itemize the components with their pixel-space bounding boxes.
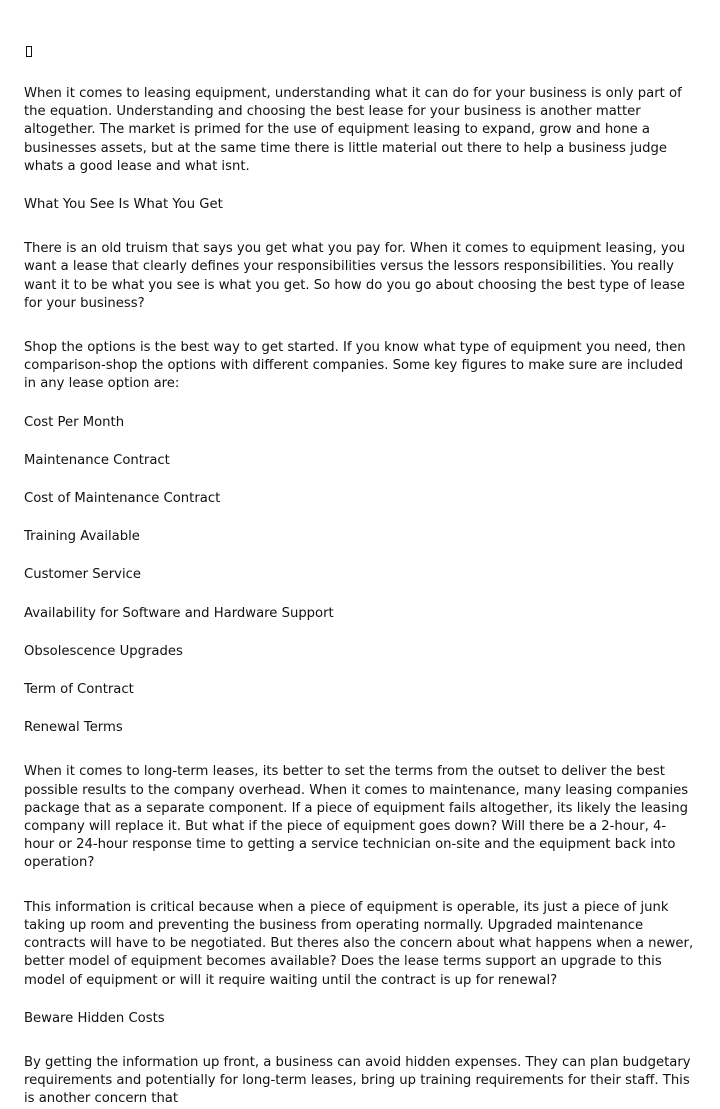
list-item: Cost of Maintenance Contract: [24, 491, 221, 507]
shop-options-paragraph: Shop the options is the best way to get started. If you know what type of equipment you need, then comparison-shop the options with different companies. Some key figures to make sure are included in any lease option are:: [24, 340, 686, 392]
list-item: Training Available: [24, 529, 140, 545]
list-item: Cost Per Month: [24, 414, 125, 430]
critical-information-paragraph: This information is critical because when a piece of equipment is operable, its just a piece of junk taking up room and preventing the business from operating normally. Upgraded maintenance contracts will have to be negotiated. But theres also the concern about what happens when a newer, better model of equipment becomes available? Does the lease terms support an upgrade to this model of equipment or will it require waiting until the contract is up for renewal?: [24, 899, 694, 988]
intro-paragraph: When it comes to leasing equipment, understanding what it can do for your business is only part of the equation. Understanding and choosing the best lease for your business is another matter altogether. The market is primed for the use of equipment leasing to expand, grow and hone a businesses assets, but at the same time there is little material out there to help a business judge whats a good lease and what isnt.: [24, 86, 682, 174]
list-item: Availability for Software and Hardware Support: [24, 605, 334, 621]
list-item: Term of Contract: [24, 682, 134, 698]
section-heading-what-you-see: What You See Is What You Get: [24, 197, 223, 213]
list-item: Renewal Terms: [24, 720, 123, 736]
truism-paragraph: There is an old truism that says you get what you pay for. When it comes to equipment leasing, you want a lease that clearly defines your responsibilities versus the lessors responsibilities. You really want it to be what you see is what you get. So how do you go about choosing the best type of lease for your business?: [24, 241, 686, 311]
list-item: Maintenance Contract: [24, 452, 170, 468]
list-item: Customer Service: [24, 567, 141, 583]
hidden-expenses-paragraph: By getting the information up front, a business can avoid hidden expenses. They can plan budgetary requirements and potentially for long-term leases, bring up training requirements for their staff. This is another concern that: [24, 1054, 691, 1107]
missing-glyph-icon: [24, 42, 696, 61]
list-item: Obsolescence Upgrades: [24, 643, 183, 659]
glyph-box: [26, 46, 32, 57]
section-heading-hidden-costs: Beware Hidden Costs: [24, 1010, 165, 1026]
long-term-leases-paragraph: When it comes to long-term leases, its better to set the terms from the outset to deliver the best possible results to the company overhead. When it comes to maintenance, many leasing companies package that as a separate component. If a piece of equipment fails altogether, its likely the leasing company will replace it. But what if the piece of equipment goes down? Will there be a 2-hour, 4-hour or 24-hour response time to getting a service technician on-site and the equipment back into operation?: [24, 764, 689, 871]
